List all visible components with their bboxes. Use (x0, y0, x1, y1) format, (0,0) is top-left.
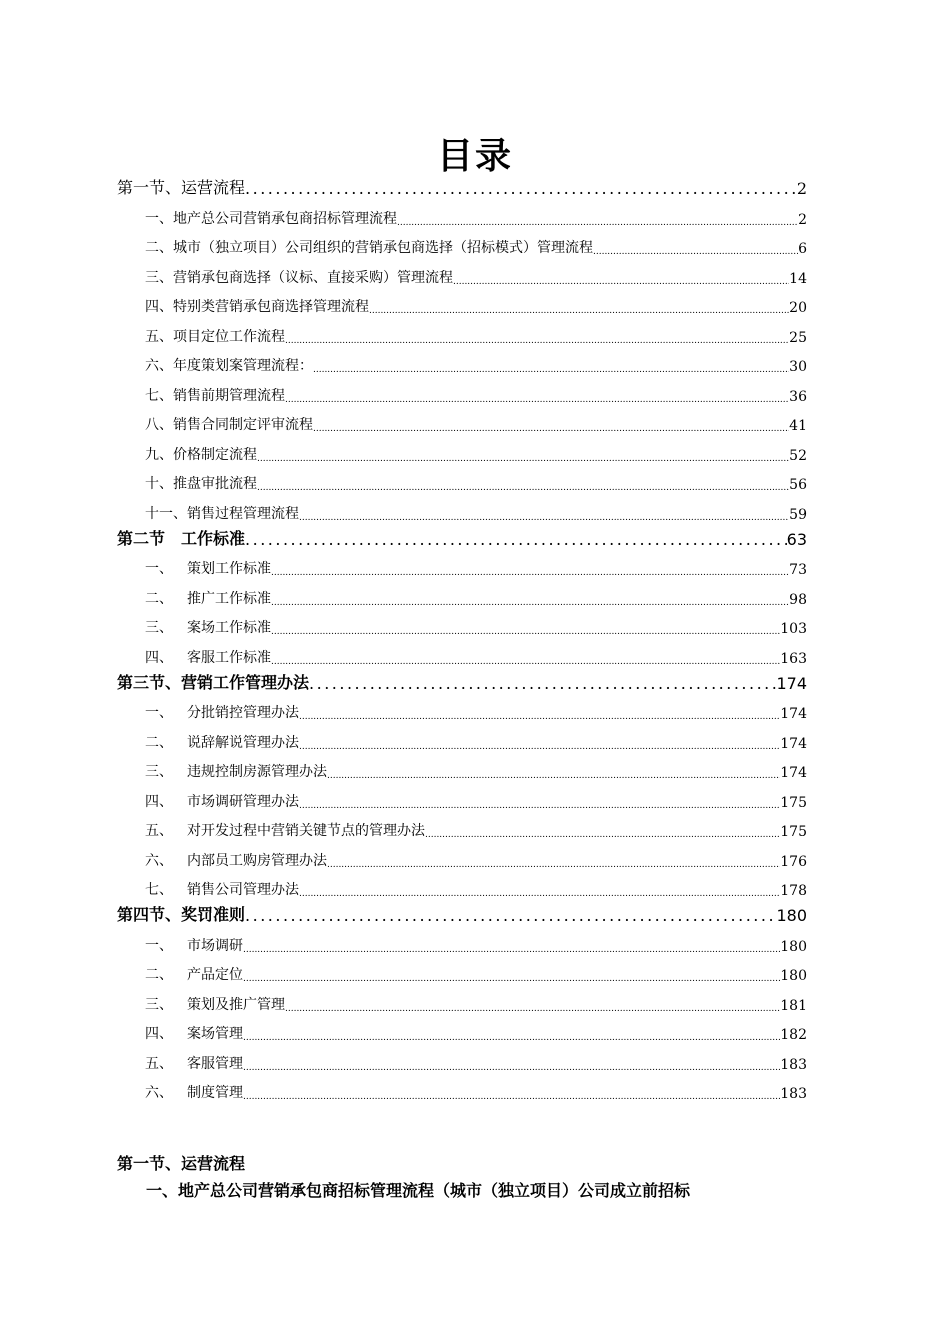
toc-page-number: 180 (776, 906, 807, 925)
toc-item-text: 七、销售前期管理流程 (145, 387, 285, 404)
toc-item-row[interactable] (117, 346, 807, 376)
toc-item-row[interactable] (117, 549, 807, 579)
toc-section-row[interactable] (117, 899, 807, 925)
toc-item-row[interactable] (117, 925, 807, 955)
toc-page-number: 174 (776, 673, 807, 693)
toc-leader-dots (285, 1004, 780, 1014)
toc-item-title (145, 732, 299, 752)
toc-item-title (145, 326, 285, 346)
toc-page-number: 183 (780, 1056, 807, 1073)
toc-page-number: 181 (780, 997, 807, 1014)
toc-page-number: 63 (786, 529, 807, 549)
body-section-heading: 第一节、运营流程 (117, 1154, 246, 1173)
toc-item-title (145, 820, 425, 840)
toc-leader-dots (243, 1033, 780, 1043)
toc-section-title: 第四节、奖罚准则 (117, 905, 246, 924)
toc-item-row[interactable] (117, 722, 807, 752)
toc-page-number: 2 (798, 211, 807, 228)
toc-page-number: 2 (796, 179, 807, 198)
toc-item-row[interactable] (117, 955, 807, 985)
toc-item-text: 市场调研 (187, 937, 243, 954)
toc-leader-dots (271, 598, 789, 608)
toc-item-title (145, 791, 299, 811)
toc-item-number: 六、 (145, 852, 173, 869)
toc-page-number: 6 (798, 241, 807, 257)
toc-item-row[interactable] (117, 693, 807, 723)
toc-item-title (145, 503, 299, 523)
toc-item-row[interactable] (117, 375, 807, 405)
toc-page-number: 36 (789, 388, 807, 405)
toc-item-row[interactable] (117, 198, 807, 228)
toc-item-number: 四、 (145, 1026, 173, 1042)
toc-page-number: 183 (780, 1086, 807, 1102)
toc-page-number: 73 (789, 562, 807, 578)
toc-section-row[interactable] (117, 174, 807, 198)
toc-item-title (145, 208, 397, 228)
toc-page-number: 14 (789, 270, 807, 287)
toc-page-number: 30 (789, 359, 807, 375)
toc-item-text: 案场管理 (187, 1026, 243, 1042)
toc-item-row[interactable] (117, 287, 807, 317)
toc-item-number: 二、 (145, 967, 173, 983)
toc-item-title (145, 444, 257, 464)
toc-item-number: 一、 (145, 705, 173, 721)
toc-page-number: 175 (780, 824, 807, 840)
toc-leader-dots (397, 218, 798, 228)
toc-section-title: 第三节、营销工作管理办法 (117, 672, 310, 692)
toc-page-number: 180 (780, 968, 807, 984)
toc-section-row[interactable] (117, 523, 807, 549)
toc-item-title (145, 647, 271, 667)
toc-page-number: 25 (789, 329, 807, 346)
toc-item-text: 分批销控管理办法 (187, 705, 299, 721)
toc-leader-dots (299, 801, 780, 811)
toc-item-title (145, 850, 327, 870)
toc-item-row[interactable] (117, 637, 807, 667)
toc-item-text: 产品定位 (187, 967, 243, 983)
toc-page-number: 178 (780, 883, 807, 899)
toc-item-text: 客服管理 (187, 1055, 243, 1072)
toc-item-row[interactable] (117, 1073, 807, 1103)
toc-page-number: 103 (780, 621, 807, 637)
toc-leader-dots (243, 974, 780, 984)
toc-item-row[interactable] (117, 811, 807, 841)
toc-page-number: 59 (789, 506, 807, 523)
toc-item-title (145, 385, 285, 405)
toc-item-row[interactable] (117, 870, 807, 900)
toc-leader-dots (243, 1092, 780, 1102)
toc-item-title (145, 1023, 243, 1043)
toc-page-number: 180 (780, 938, 807, 955)
toc-item-title (145, 1082, 243, 1102)
toc-item-text: 对开发过程中营销关键节点的管理办法 (187, 823, 425, 839)
toc-leader-dots (425, 830, 780, 840)
toc-page-number: 41 (789, 418, 807, 434)
toc-item-number: 四、 (145, 793, 173, 810)
toc-leader-dots (243, 945, 780, 955)
toc-item-title (145, 355, 313, 375)
toc-leader-dots (369, 306, 789, 316)
toc-item-number: 三、 (145, 764, 173, 780)
toc-item-text: 案场工作标准 (187, 620, 271, 636)
toc-item-number: 五、 (145, 1055, 173, 1072)
toc-section-title: 第一节、运营流程 (117, 178, 246, 197)
toc-leader-dots (245, 530, 787, 549)
toc-item-text: 违规控制房源管理办法 (187, 764, 327, 780)
toc-leader-dots (299, 712, 780, 722)
toc-item-title (145, 617, 271, 637)
toc-page-number: 163 (780, 650, 807, 667)
toc-item-text: 二、城市（独立项目）公司组织的营销承包商选择（招标模式）管理流程 (145, 240, 593, 256)
toc-item-title (145, 702, 299, 722)
toc-page-number: 98 (789, 591, 807, 608)
toc-item-text: 四、特别类营销承包商选择管理流程 (145, 299, 369, 315)
toc-item-text: 六、年度策划案管理流程： (145, 358, 313, 374)
toc-leader-dots (257, 454, 789, 464)
toc-item-title (145, 558, 271, 578)
toc-item-text: 内部员工购房管理办法 (187, 852, 327, 869)
toc-item-title (145, 1053, 243, 1073)
toc-item-row[interactable] (117, 405, 807, 435)
toc-item-text: 九、价格制定流程 (145, 446, 257, 463)
body-subheading: 一、地产总公司营销承包商招标管理流程（城市（独立项目）公司成立前招标 (146, 1181, 691, 1200)
toc-leader-dots (285, 395, 789, 405)
toc-page-number: 176 (780, 853, 807, 870)
toc-item-title (145, 964, 243, 984)
toc-item-text: 销售公司管理办法 (187, 882, 299, 898)
toc-item-title (145, 473, 257, 493)
toc-item-row[interactable] (117, 316, 807, 346)
toc-item-number: 一、 (145, 561, 173, 577)
toc-item-row[interactable] (117, 752, 807, 782)
toc-item-number: 三、 (145, 996, 173, 1013)
toc-leader-dots (327, 771, 780, 781)
toc-leader-dots (453, 277, 789, 287)
toc-item-row[interactable] (117, 578, 807, 608)
toc-item-text: 市场调研管理办法 (187, 793, 299, 810)
toc-item-row[interactable] (117, 608, 807, 638)
toc-section-title: 第二节 工作标准 (117, 528, 246, 548)
toc-item-row[interactable] (117, 1014, 807, 1044)
toc-item-number: 三、 (145, 620, 173, 636)
table-of-contents (117, 174, 807, 1102)
toc-leader-dots (257, 483, 789, 493)
toc-item-title (145, 296, 369, 316)
toc-item-number: 五、 (145, 823, 173, 839)
toc-item-title (145, 761, 327, 781)
toc-item-row[interactable] (117, 1043, 807, 1073)
toc-item-text: 推广工作标准 (187, 590, 271, 607)
toc-page-number: 174 (780, 765, 807, 781)
toc-item-row[interactable] (117, 434, 807, 464)
toc-item-text: 客服工作标准 (187, 649, 271, 666)
toc-item-title (145, 994, 285, 1014)
toc-item-title (145, 588, 271, 608)
toc-item-number: 一、 (145, 937, 173, 954)
toc-item-number: 二、 (145, 590, 173, 607)
toc-item-text: 五、项目定位工作流程 (145, 328, 285, 345)
toc-leader-dots (271, 568, 789, 578)
toc-item-text: 十一、销售过程管理流程 (145, 505, 299, 522)
toc-leader-dots (313, 424, 789, 434)
toc-leader-dots (593, 247, 798, 257)
toc-item-number: 二、 (145, 734, 173, 751)
toc-leader-dots (299, 513, 789, 523)
toc-leader-dots (327, 860, 780, 870)
toc-item-row[interactable] (117, 464, 807, 494)
toc-item-text: 一、地产总公司营销承包商招标管理流程 (145, 210, 397, 227)
toc-page-number: 56 (789, 477, 807, 493)
toc-leader-dots (313, 365, 789, 375)
toc-item-row[interactable] (117, 228, 807, 258)
toc-leader-dots (309, 674, 776, 693)
toc-item-text: 十、推盘审批流程 (145, 476, 257, 492)
toc-page-number: 52 (789, 447, 807, 464)
toc-leader-dots (245, 906, 776, 925)
toc-item-title (145, 414, 313, 434)
toc-item-text: 策划工作标准 (187, 561, 271, 577)
toc-page-number: 20 (789, 300, 807, 316)
toc-page-number: 182 (780, 1027, 807, 1043)
toc-item-text: 制度管理 (187, 1085, 243, 1101)
toc-item-text: 策划及推广管理 (187, 996, 285, 1013)
toc-item-title (145, 237, 593, 257)
toc-leader-dots (299, 889, 780, 899)
toc-title: 目录 (436, 136, 513, 177)
toc-item-row[interactable] (117, 781, 807, 811)
toc-item-number: 七、 (145, 882, 173, 898)
toc-page-number: 174 (780, 735, 807, 752)
toc-item-title (145, 267, 453, 287)
toc-item-text: 三、营销承包商选择（议标、直接采购）管理流程 (145, 269, 453, 286)
toc-item-row[interactable] (117, 984, 807, 1014)
toc-item-row[interactable] (117, 257, 807, 287)
toc-leader-dots (285, 336, 789, 346)
toc-leader-dots (243, 1063, 780, 1073)
toc-item-row[interactable] (117, 493, 807, 523)
toc-section-row[interactable] (117, 667, 807, 693)
toc-item-number: 六、 (145, 1085, 173, 1101)
toc-leader-dots (299, 742, 780, 752)
toc-item-title (145, 879, 299, 899)
toc-item-title (145, 935, 243, 955)
toc-item-text: 说辞解说管理办法 (187, 734, 299, 751)
toc-item-row[interactable] (117, 840, 807, 870)
toc-leader-dots (271, 657, 780, 667)
toc-leader-dots (245, 179, 797, 198)
toc-item-number: 四、 (145, 649, 173, 666)
toc-page-number: 174 (780, 706, 807, 722)
toc-item-text: 八、销售合同制定评审流程 (145, 417, 313, 433)
toc-leader-dots (271, 627, 780, 637)
toc-page-number: 175 (780, 794, 807, 811)
